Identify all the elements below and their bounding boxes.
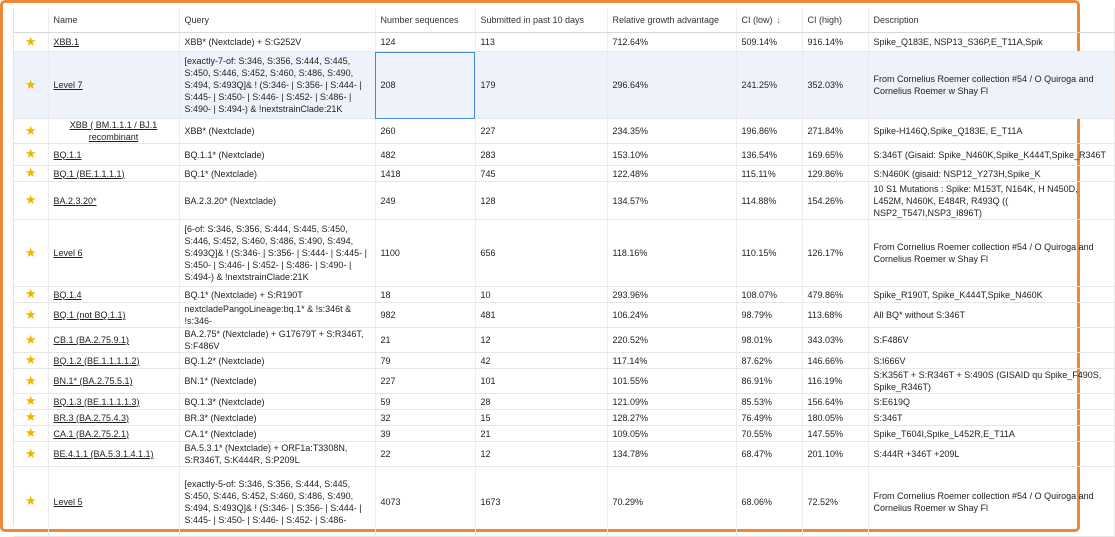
description-cell: S:F486V	[868, 328, 1114, 353]
growth-cell: 117.14%	[607, 353, 736, 369]
number-sequences-cell: 482	[375, 144, 475, 166]
favorite-cell	[14, 144, 48, 166]
ci-low-cell: 86.91%	[736, 369, 802, 394]
favorite-cell	[14, 182, 48, 220]
variant-name-link[interactable]: Level 7	[53, 80, 83, 90]
description-cell: 10 S1 Mutations : Spike: M153T, N164K, H N450D, L452M, N460K, E484R, R493Q (( NSP2_T547I,NSP3_I896T)	[868, 182, 1114, 220]
name-cell	[48, 33, 179, 52]
ci-low-cell: 241.25%	[736, 52, 802, 119]
table-row[interactable]	[14, 166, 1114, 182]
table-row[interactable]	[14, 410, 1114, 426]
growth-cell: 220.52%	[607, 328, 736, 353]
variant-name-link[interactable]: XBB.1	[53, 37, 80, 47]
query-cell: [exactly-7-of: S:346, S:356, S:444, S:445, S:450, S:446, S:452, S:460, S:486, S:490, S:494, S:493Q]& ! (S:346- | S:356- | S:444- | S:445- | S:450- | S:446- | S:452- | S:486- | S:490- | S:494-) & !nextstrainClade:21K	[179, 52, 375, 119]
ci-low-cell: 509.14%	[736, 33, 802, 52]
ci-low-cell: 108.07%	[736, 287, 802, 303]
number-sequences-cell: 79	[375, 353, 475, 369]
submitted-cell: 101	[475, 369, 607, 394]
growth-cell: 70.29%	[607, 467, 736, 537]
ci-low-cell: 110.15%	[736, 220, 802, 287]
description-cell: All BQ* without S:346T	[868, 303, 1114, 328]
favorite-cell	[14, 166, 48, 182]
description-cell: From Cornelius Roemer collection #54 / O Quiroga and Cornelius Roemer w Shay Fl	[868, 220, 1114, 287]
favorite-star-icon[interactable]: ★	[24, 372, 37, 388]
number-sequences-cell: 1100	[375, 220, 475, 287]
table-row[interactable]	[14, 426, 1114, 442]
favorite-cell	[14, 303, 48, 328]
favorite-cell	[14, 220, 48, 287]
name-cell	[48, 287, 179, 303]
favorite-star-icon[interactable]: ★	[24, 33, 37, 49]
ci-low-cell: 70.55%	[736, 426, 802, 442]
favorite-cell	[14, 328, 48, 353]
number-sequences-cell: 124	[375, 33, 475, 52]
submitted-cell: 283	[475, 144, 607, 166]
submitted-cell: 481	[475, 303, 607, 328]
submitted-cell: 1673	[475, 467, 607, 537]
column-header-description[interactable]: Description	[868, 8, 1114, 33]
query-cell: [exactly-5-of: S:346, S:356, S:444, S:445, S:450, S:446, S:452, S:460, S:486, S:490, S:494, S:493Q]& ! (S:346- | S:356- | S:444- | S:445- | S:450- | S:446- | S:452- | S:486-	[179, 467, 375, 537]
table-header-row	[14, 8, 1114, 33]
number-sequences-cell: 1418	[375, 166, 475, 182]
description-cell: From Cornelius Roemer collection #54 / O Quiroga and Cornelius Roemer w Shay Fl	[868, 467, 1114, 537]
column-header-growth[interactable]: Relative growth advantage	[607, 8, 736, 33]
description-cell: S:N460K (gisaid: NSP12_Y273H,Spike_K	[868, 166, 1114, 182]
variant-name-link[interactable]: BQ.1.1	[53, 149, 82, 160]
query-cell: [6-of: S:346, S:356, S:444, S:445, S:450, S:446, S:452, S:460, S:486, S:490, S:494, S:493Q]& ! (S:346- | S:356- | S:444- | S:445- | S:450- | S:446- | S:452- | S:486- | S:490- | S:494-) & !nextstrainClade:21K	[179, 220, 375, 287]
ci-high-cell: 146.66%	[802, 353, 868, 369]
ci-high-cell: 116.19%	[802, 369, 868, 394]
column-header-query[interactable]: Query	[179, 8, 375, 33]
ci-low-cell: 76.49%	[736, 410, 802, 426]
ci-low-cell: 98.01%	[736, 328, 802, 353]
submitted-cell: 227	[475, 119, 607, 144]
variant-name-link[interactable]: BN.1* (BA.2.75.5.1)	[53, 376, 133, 386]
submitted-cell: 15	[475, 410, 607, 426]
name-cell	[48, 328, 179, 353]
variant-name-link[interactable]: BQ.1 (not BQ.1.1)	[53, 310, 126, 320]
description-cell: Spike_T604I,Spike_L452R,E_T11A	[868, 426, 1114, 442]
favorite-star-icon[interactable]: ★	[24, 306, 37, 322]
growth-cell: 128.27%	[607, 410, 736, 426]
column-header-ci-low[interactable]	[736, 8, 802, 33]
description-cell: S:E619Q	[868, 394, 1114, 410]
number-sequences-cell: 249	[375, 182, 475, 220]
growth-cell: 153.10%	[607, 144, 736, 166]
favorite-star-icon[interactable]: ★	[24, 352, 37, 367]
favorite-star-icon[interactable]: ★	[24, 192, 37, 207]
ci-high-cell: 479.86%	[802, 287, 868, 303]
favorite-cell	[14, 353, 48, 369]
sort-descending-icon[interactable]: ↓	[776, 15, 781, 25]
query-cell: BQ.1.1* (Nextclade)	[179, 144, 375, 166]
growth-cell: 293.96%	[607, 287, 736, 303]
number-sequences-cell: 4073	[375, 467, 475, 537]
description-cell: From Cornelius Roemer collection #54 / O Quiroga and Cornelius Roemer w Shay Fl	[868, 52, 1114, 119]
favorite-cell	[14, 394, 48, 410]
submitted-cell: 113	[475, 33, 607, 52]
submitted-cell: 42	[475, 353, 607, 369]
query-cell: BQ.1* (Nextclade) + S:R190T	[179, 287, 375, 303]
variant-name-link[interactable]: Level 6	[53, 248, 83, 258]
number-sequences-cell: 59	[375, 394, 475, 410]
ci-low-cell: 136.54%	[736, 144, 802, 166]
ci-low-cell: 196.86%	[736, 119, 802, 144]
column-header-submitted[interactable]: Submitted in past 10 days	[475, 8, 607, 33]
ci-high-cell: 201.10%	[802, 442, 868, 467]
name-cell	[48, 303, 179, 328]
number-sequences-cell: 39	[375, 426, 475, 442]
column-header-number-sequences[interactable]: Number sequences	[375, 8, 475, 33]
ci-high-cell: 129.86%	[802, 166, 868, 182]
growth-cell: 712.64%	[607, 33, 736, 52]
table-row[interactable]	[14, 442, 1114, 467]
ci-high-cell: 72.52%	[802, 467, 868, 537]
table-row[interactable]	[14, 287, 1114, 303]
favorite-cell	[14, 287, 48, 303]
favorite-star-icon[interactable]: ★	[24, 286, 37, 301]
favorite-star-icon[interactable]: ★	[24, 165, 37, 180]
table-row[interactable]	[14, 467, 1114, 537]
name-cell	[48, 426, 179, 442]
submitted-cell: 28	[475, 394, 607, 410]
query-cell: BR.3* (Nextclade)	[179, 410, 375, 426]
variant-name-link[interactable]: BQ.1 (BE.1.1.1.1)	[53, 168, 125, 179]
table-row[interactable]	[14, 52, 1114, 119]
query-cell: XBB* (Nextclade) + S:G252V	[179, 33, 375, 52]
growth-cell: 121.09%	[607, 394, 736, 410]
growth-cell: 106.24%	[607, 303, 736, 328]
favorite-star-icon[interactable]: ★	[24, 393, 37, 408]
favorite-star-icon[interactable]: ★	[24, 146, 37, 161]
query-cell: BA.5.3.1* (Nextclade) + ORF1a:T3308N, S:R346T, S:K444R, S:P209L	[179, 442, 375, 467]
number-sequences-cell: 18	[375, 287, 475, 303]
favorite-star-icon[interactable]: ★	[24, 331, 37, 347]
name-cell	[48, 166, 179, 182]
number-sequences-cell: 32	[375, 410, 475, 426]
table-row[interactable]	[14, 369, 1114, 394]
query-cell: BA.2.75* (Nextclade) + G17679T + S:R346T, S:F486V	[179, 328, 375, 353]
name-cell	[48, 119, 179, 144]
variant-name-link[interactable]: XBB ( BM.1.1.1 / BJ.1 recombinant	[69, 120, 158, 142]
growth-cell: 109.05%	[607, 426, 736, 442]
variant-name-link[interactable]: CB.1 (BA.2.75.9.1)	[53, 335, 130, 345]
growth-cell: 296.64%	[607, 52, 736, 119]
description-cell: S:346T	[868, 410, 1114, 426]
favorite-cell	[14, 369, 48, 394]
ci-low-cell: 68.06%	[736, 467, 802, 537]
number-sequences-cell: 260	[375, 119, 475, 144]
favorite-star-icon[interactable]: ★	[24, 409, 37, 424]
favorite-star-icon[interactable]: ★	[24, 244, 37, 260]
query-cell: BQ.1.2* (Nextclade)	[179, 353, 375, 369]
ci-low-cell: 114.88%	[736, 182, 802, 220]
ci-low-cell: 98.79%	[736, 303, 802, 328]
ci-high-cell: 154.26%	[802, 182, 868, 220]
query-cell: CA.1* (Nextclade)	[179, 426, 375, 442]
name-cell	[48, 467, 179, 537]
name-cell	[48, 410, 179, 426]
favorite-cell	[14, 52, 48, 119]
growth-cell: 118.16%	[607, 220, 736, 287]
variants-table-container[interactable]	[13, 8, 1106, 526]
submitted-cell: 128	[475, 182, 607, 220]
variant-name-link[interactable]: BR.3 (BA.2.75.4.3)	[53, 412, 130, 423]
variant-name-link[interactable]: BE.4.1.1 (BA.5.3.1.4.1.1)	[53, 449, 154, 459]
ci-low-cell: 115.11%	[736, 166, 802, 182]
query-cell: BQ.1* (Nextclade)	[179, 166, 375, 182]
name-cell	[48, 442, 179, 467]
table-row[interactable]	[14, 220, 1114, 287]
ci-high-cell: 916.14%	[802, 33, 868, 52]
ci-high-cell: 343.03%	[802, 328, 868, 353]
favorite-star-icon[interactable]: ★	[24, 493, 37, 508]
ci-high-cell: 271.84%	[802, 119, 868, 144]
submitted-cell: 12	[475, 328, 607, 353]
description-cell: S:I666V	[868, 353, 1114, 369]
name-cell	[48, 144, 179, 166]
table-row[interactable]	[14, 33, 1114, 52]
growth-cell: 134.78%	[607, 442, 736, 467]
table-row[interactable]	[14, 303, 1114, 328]
favorite-cell	[14, 442, 48, 467]
submitted-cell: 745	[475, 166, 607, 182]
description-cell: S:346T (Gisaid: Spike_N460K,Spike_K444T,Spike_R346T	[868, 144, 1114, 166]
favorite-cell	[14, 426, 48, 442]
column-header-ci-high[interactable]: CI (high)	[802, 8, 868, 33]
variant-name-link[interactable]: BQ.1.3 (BE.1.1.1.1.3)	[53, 396, 140, 407]
favorite-star-icon[interactable]: ★	[24, 425, 37, 440]
favorite-star-icon[interactable]: ★	[24, 445, 37, 461]
submitted-cell: 21	[475, 426, 607, 442]
table-row[interactable]	[14, 182, 1114, 220]
variant-name-link[interactable]: BQ.1.2 (BE.1.1.1.1.2)	[53, 355, 140, 366]
submitted-cell: 10	[475, 287, 607, 303]
favorite-cell	[14, 410, 48, 426]
variants-table	[14, 8, 1115, 537]
name-cell	[48, 369, 179, 394]
ci-high-cell: 180.05%	[802, 410, 868, 426]
description-cell: Spike-H146Q,Spike_Q183E, E_T11A	[868, 119, 1114, 144]
column-header-name[interactable]: Name	[48, 8, 179, 33]
name-cell	[48, 52, 179, 119]
table-row[interactable]	[14, 353, 1114, 369]
ci-high-cell: 352.03%	[802, 52, 868, 119]
ci-low-cell: 68.47%	[736, 442, 802, 467]
favorite-cell	[14, 119, 48, 144]
favorite-cell	[14, 33, 48, 52]
variant-name-link[interactable]: BA.2.3.20*	[53, 195, 97, 206]
number-sequences-cell: 21	[375, 328, 475, 353]
name-cell	[48, 220, 179, 287]
favorite-star-icon[interactable]: ★	[24, 122, 37, 138]
query-cell: nextcladePangoLineage:bq.1* & !s:346t & !s:346-	[179, 303, 375, 328]
description-cell: S:K356T + S:R346T + S:490S (GISAID qu Spike_F490S, Spike_R346T)	[868, 369, 1114, 394]
ci-high-cell: 156.64%	[802, 394, 868, 410]
table-row[interactable]	[14, 144, 1114, 166]
ci-high-cell: 147.55%	[802, 426, 868, 442]
ci-high-cell: 126.17%	[802, 220, 868, 287]
growth-cell: 134.57%	[607, 182, 736, 220]
name-cell	[48, 182, 179, 220]
favorite-cell	[14, 467, 48, 537]
variant-name-link[interactable]: Level 5	[53, 496, 83, 507]
name-cell	[48, 353, 179, 369]
description-cell: Spike_R190T, Spike_K444T,Spike_N460K	[868, 287, 1114, 303]
table-row[interactable]	[14, 119, 1114, 144]
query-cell: BQ.1.3* (Nextclade)	[179, 394, 375, 410]
ci-high-cell: 169.65%	[802, 144, 868, 166]
growth-cell: 122.48%	[607, 166, 736, 182]
query-cell: XBB* (Nextclade)	[179, 119, 375, 144]
variant-name-link[interactable]: BQ.1.4	[53, 289, 82, 300]
number-sequences-cell: 227	[375, 369, 475, 394]
table-row[interactable]	[14, 328, 1114, 353]
ci-low-cell: 85.53%	[736, 394, 802, 410]
description-cell: S:444R +346T +209L	[868, 442, 1114, 467]
description-cell: Spike_Q183E, NSP13_S36P,E_T11A,Spik	[868, 33, 1114, 52]
submitted-cell: 12	[475, 442, 607, 467]
number-sequences-cell: 22	[375, 442, 475, 467]
name-cell	[48, 394, 179, 410]
number-sequences-cell: 208	[375, 52, 475, 119]
number-sequences-cell: 982	[375, 303, 475, 328]
ci-high-cell: 113.68%	[802, 303, 868, 328]
favorite-star-icon[interactable]: ★	[24, 76, 37, 92]
table-row[interactable]	[14, 394, 1114, 410]
column-header-ci-low-label: CI (low)	[741, 15, 773, 25]
star-column-header	[14, 8, 48, 33]
variant-name-link[interactable]: CA.1 (BA.2.75.2.1)	[53, 428, 130, 439]
query-cell: BN.1* (Nextclade)	[179, 369, 375, 394]
growth-cell: 234.35%	[607, 119, 736, 144]
submitted-cell: 179	[475, 52, 607, 119]
submitted-cell: 656	[475, 220, 607, 287]
growth-cell: 101.55%	[607, 369, 736, 394]
ci-low-cell: 87.62%	[736, 353, 802, 369]
query-cell: BA.2.3.20* (Nextclade)	[179, 182, 375, 220]
